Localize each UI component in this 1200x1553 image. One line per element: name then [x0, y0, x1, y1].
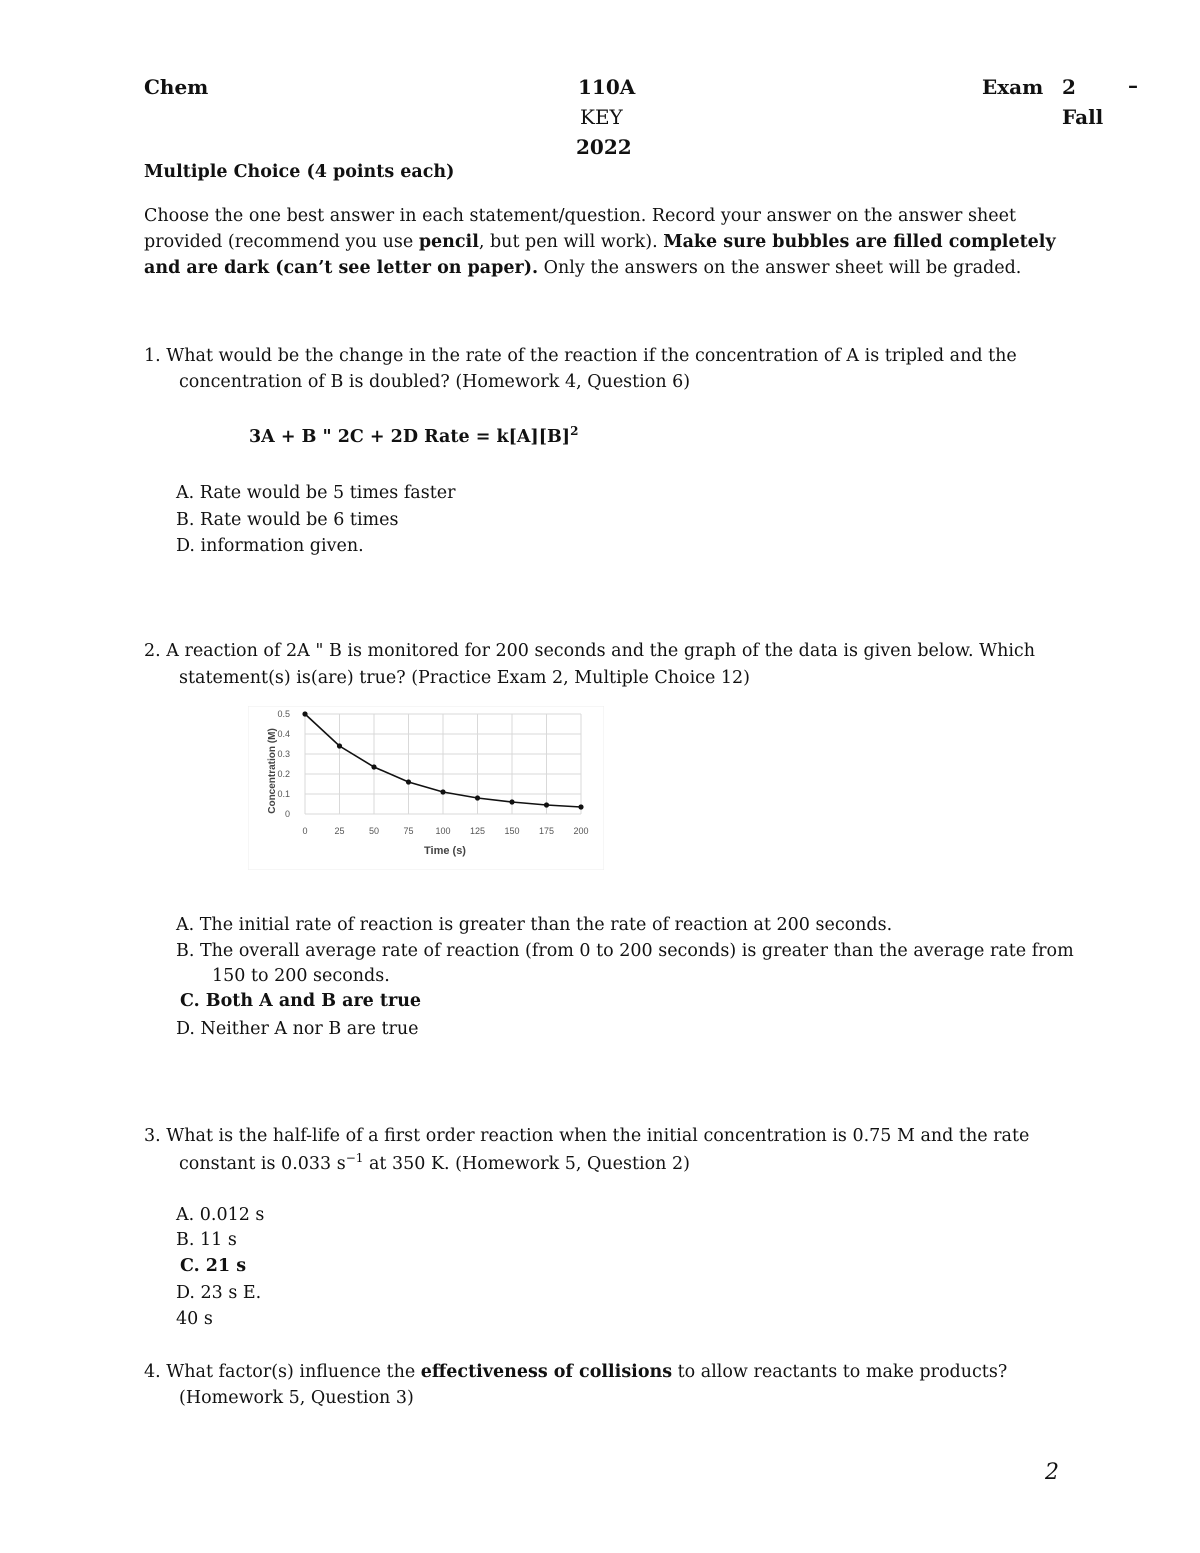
question-1-option-a: A. Rate would be 5 times faster: [176, 483, 456, 503]
question-4-text: 4. What factor(s) influence the: [144, 1362, 421, 1382]
chart-x-tick-label: 100: [435, 826, 451, 836]
question-3-text: at 350 K. (Homework 5, Question 2): [363, 1153, 690, 1174]
question-4-stem-line-1: [144, 1362, 1007, 1382]
chart-data-point: [302, 711, 307, 716]
instructions-line-3: [144, 258, 1021, 278]
question-4-text: to allow reactants to make products?: [672, 1362, 1008, 1382]
chart-data-point: [475, 795, 480, 800]
chart-y-tick-label: 0.3: [277, 749, 290, 759]
question-3-stem-line-1: 3. What is the half-life of a first order reaction when the initial concentration is 0.75 M and the rate: [144, 1126, 1030, 1146]
instructions-line-1: Choose the one best answer in each statement/question. Record your answer on the answer sheet: [144, 206, 1016, 226]
chart-x-tick-label: 25: [334, 826, 345, 836]
equation-exponent: 2: [570, 424, 579, 438]
chart-x-tick-label: 150: [504, 826, 520, 836]
question-3-option-b: B. 11 s: [176, 1230, 237, 1250]
question-1-option-b: B. Rate would be 6 times: [176, 510, 399, 530]
question-3-stem-line-2: [179, 1151, 690, 1174]
header-key: KEY: [580, 105, 623, 129]
question-1-option-d: D. information given.: [176, 536, 364, 556]
header-term: Fall: [1062, 105, 1104, 129]
question-2-option-a: A. The initial rate of reaction is greater than the rate of reaction at 200 seconds.: [176, 915, 893, 935]
chart-x-tick-label: 0: [302, 826, 308, 836]
question-2-option-d: D. Neither A nor B are true: [176, 1019, 419, 1039]
question-3-option-c-answer: C. 21 s: [180, 1256, 247, 1276]
question-2-option-b-line-1: B. The overall average rate of reaction (from 0 to 200 seconds) is greater than the average rate from: [176, 941, 1074, 961]
chart-x-tick-label: 75: [403, 826, 414, 836]
header-course-number: 110A: [578, 75, 636, 99]
header-dash: –: [1128, 73, 1138, 97]
chart-x-tick-label: 200: [573, 826, 589, 836]
question-2-option-b-line-2: 150 to 200 seconds.: [212, 966, 390, 986]
question-2-stem-line-1: 2. A reaction of 2A " B is monitored for 200 seconds and the graph of the data is given below. Which: [144, 641, 1036, 661]
chart-data-point: [337, 743, 342, 748]
question-3-text: constant is 0.033 s: [179, 1153, 346, 1174]
chart-y-label: Concentration (M): [267, 728, 278, 814]
chart-y-tick-label: 0.2: [277, 769, 290, 779]
question-3-option-e: 40 s: [176, 1309, 213, 1329]
chart-x-tick-label: 50: [368, 826, 380, 836]
header-course: Chem: [144, 75, 209, 99]
chart-data-point: [509, 799, 514, 804]
chart-data-point: [371, 764, 376, 769]
chart-data-point: [544, 802, 549, 807]
question-1-stem-line-1: 1. What would be the change in the rate of the reaction if the concentration of A is tripled and the: [144, 346, 1017, 366]
question-4-emphasis: effectiveness of collisions: [420, 1362, 673, 1382]
header-exam-number: 2: [1062, 75, 1076, 99]
header-year: 2022: [576, 135, 632, 159]
instructions-line-2: [144, 232, 1056, 252]
instructions-pencil: pencil: [418, 232, 479, 252]
chart-y-tick-label: 0.5: [277, 709, 290, 719]
chart-y-tick-label: 0.4: [277, 729, 290, 739]
question-4-stem-line-2: (Homework 5, Question 3): [179, 1388, 414, 1408]
instructions-text: Only the answers on the answer sheet will be graded.: [538, 258, 1022, 278]
question-2-stem-line-2: statement(s) is(are) true? (Practice Exam 2, Multiple Choice 12): [179, 668, 750, 688]
chart-x-label: Time (s): [424, 845, 466, 857]
question-3-option-a: A. 0.012 s: [176, 1205, 265, 1225]
instructions-text: , but pen will work).: [478, 232, 664, 252]
chart-data-point: [578, 804, 583, 809]
question-1-stem-line-2: concentration of B is doubled? (Homework 4, Question 6): [179, 372, 691, 392]
question-3-option-d: D. 23 s E.: [176, 1283, 262, 1303]
chart-data-point: [406, 779, 411, 784]
chart-x-tick-label: 175: [538, 826, 555, 836]
instructions-bubbles-note: Make sure bubbles are filled completely: [663, 232, 1056, 252]
question-2-option-c-answer: C. Both A and B are true: [180, 991, 422, 1011]
question-1-equation: [249, 424, 578, 447]
chart-x-tick-label: 125: [469, 826, 486, 836]
page-number: 2: [1045, 1460, 1059, 1485]
chart-data-point: [440, 789, 445, 794]
section-title: Multiple Choice (4 points each): [144, 162, 455, 182]
equation-text: 3A + B " 2C + 2D Rate = k[A][B]: [249, 426, 571, 447]
chart-y-tick-label: 0.1: [277, 789, 290, 799]
chart-y-tick-label: 0: [284, 809, 290, 819]
header-exam-label: Exam: [982, 75, 1044, 99]
question-3-exponent: −1: [345, 1151, 364, 1165]
instructions-text: provided (recommend you use: [144, 232, 419, 252]
concentration-time-chart: [248, 706, 604, 870]
instructions-dark-note: and are dark (can’t see letter on paper).: [144, 258, 539, 278]
